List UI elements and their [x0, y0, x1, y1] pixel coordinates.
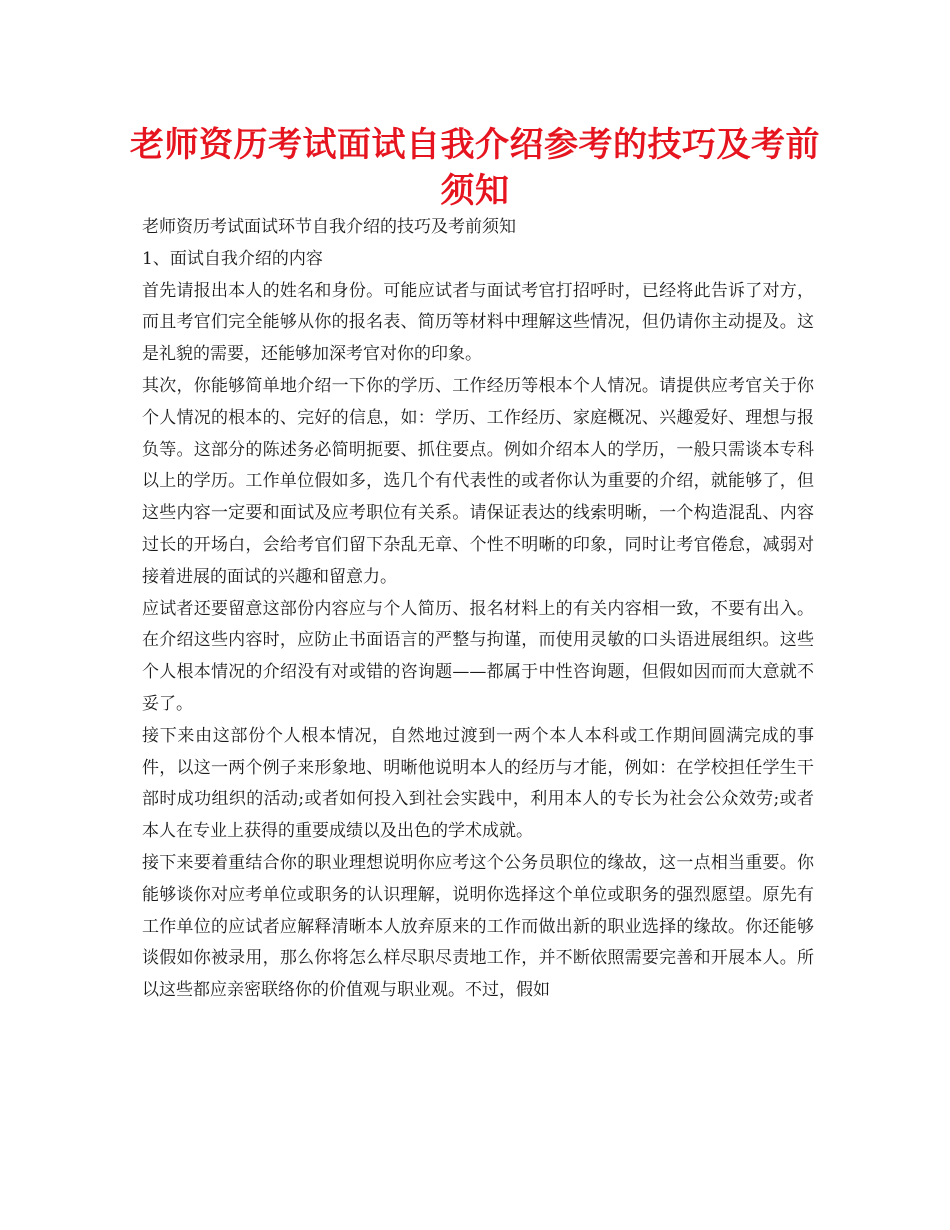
body-paragraph: 接下来由这部份个人根本情况，自然地过渡到一两个本人本科或工作期间圆满完成的事件，以这一两个例子来形象地、明晰他说明本人的经历与才能，例如：在学校担任学生干部时成功组织的活动;或者如何投入到社会实践中，利用本人的专长为社会公众效劳;或者本人在专业上获得的重要成绩以及出色的学术成就。: [142, 725, 814, 842]
body-paragraph: 接下来要着重结合你的职业理想说明你应考这个公务员职位的缘故，这一点相当重要。你能够谈你对应考单位或职务的认识理解，说明你选择这个单位或职务的强烈愿望。原先有工作单位的应试者应解释清晰本人放弃原来的工作而做出新的职业选择的缘故。你还能够谈假如你被录用，那么你将怎么样尽职尽责地工作，并不断依照需要完善和开展本人。所以这些都应亲密联络你的价值观与职业观。不过，假如: [142, 852, 814, 1001]
body-paragraph: 首先请报出本人的姓名和身份。可能应试者与面试考官打招呼时，已经将此告诉了对方，而且考官们完全能够从你的报名表、简历等材料中理解这些情况，但仍请你主动提及。这是礼貌的需要，还能够加深考官对你的印象。: [142, 280, 814, 365]
body-paragraph: 应试者还要留意这部份内容应与个人简历、报名材料上的有关内容相一致，不要有出入。在介绍这些内容时，应防止书面语言的严整与拘谨，而使用灵敏的口头语进展组织。这些个人根本情况的介绍没有对或错的咨询题——都属于中性咨询题，但假如因而而大意就不妥了。: [142, 598, 814, 714]
document-title: 老师资历考试面试自我介绍参考的技巧及考前须知: [130, 125, 820, 211]
document-body: [142, 212, 814, 1007]
section-heading: 1、面试自我介绍的内容: [142, 248, 323, 269]
subtitle-paragraph: 老师资历考试面试环节自我介绍的技巧及考前须知: [142, 217, 516, 237]
body-paragraph: 其次，你能够简单地介绍一下你的学历、工作经历等根本个人情况。请提供应考官关于你个人情况的根本的、完好的信息，如：学历、工作经历、家庭概况、兴趣爱好、理想与报负等。这部分的陈述务必简明扼要、抓住要点。例如介绍本人的学历，一般只需谈本专科以上的学历。工作单位假如多，选几个有代表性的或者你认为重要的介绍，就能够了，但这些内容一定要和面试及应考职位有关系。请保证表达的线索明晰，一个构造混乱、内容过长的开场白，会给考官们留下杂乱无章、个性不明晰的印象，同时让考官倦怠，减弱对接着进展的面试的兴趣和留意力。: [142, 375, 814, 587]
